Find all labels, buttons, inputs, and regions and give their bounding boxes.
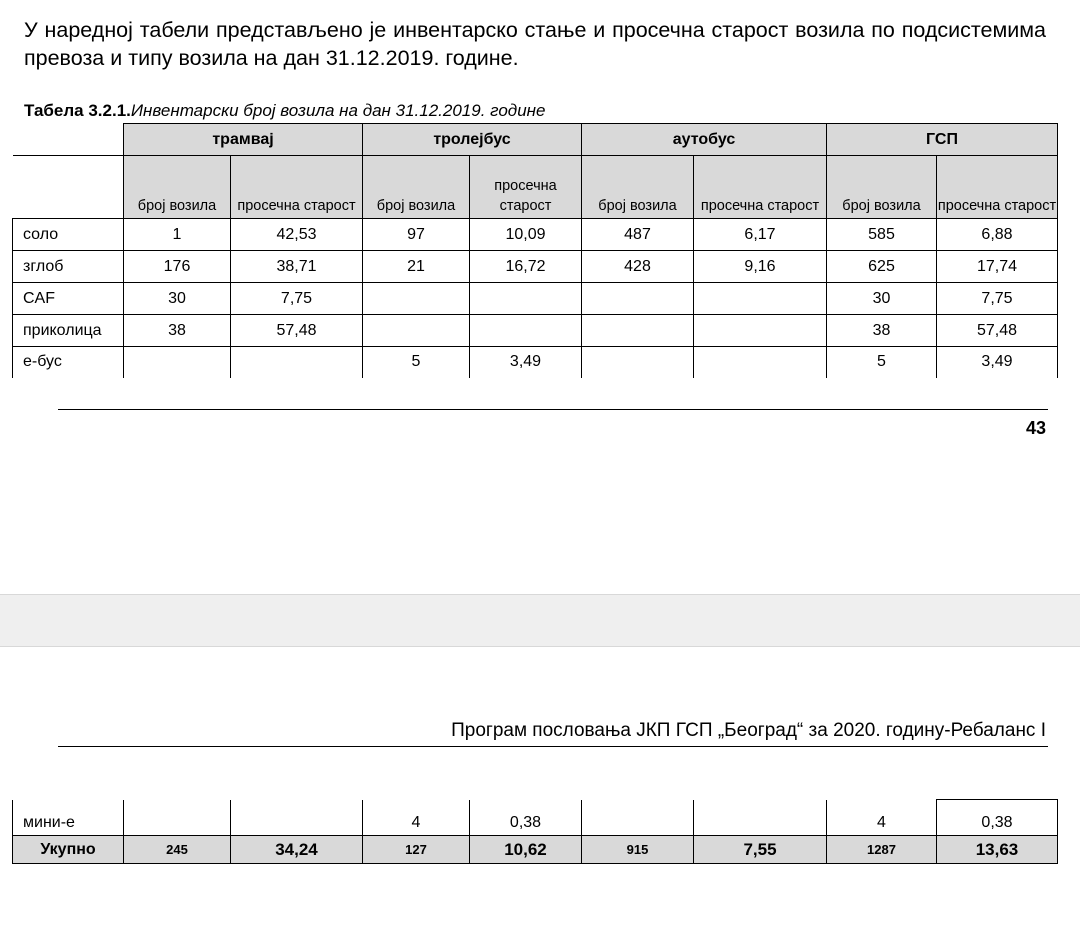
table-cell: 42,53 [231,219,363,251]
table-cell: 585 [827,219,937,251]
table-cell: 176 [124,251,231,283]
table-cell: 57,48 [937,315,1058,347]
subheader-count: број возила [827,156,937,219]
table-cell: 4 [827,800,937,836]
row-label: е-бус [13,347,124,378]
row-label: CAF [13,283,124,315]
table-cell [231,800,363,836]
subheader-age: просечна старост [694,156,827,219]
table-cell [124,347,231,378]
row-label: соло [13,219,124,251]
group-header: аутобус [582,124,827,156]
total-cell: 7,55 [694,836,827,864]
table-cell: 21 [363,251,470,283]
table-cell: 6,17 [694,219,827,251]
table-cell: 7,75 [937,283,1058,315]
table-cell: 5 [363,347,470,378]
row-label: мини-е [13,800,124,836]
table-cell [470,283,582,315]
table-cell [363,283,470,315]
table-cell: 97 [363,219,470,251]
total-cell: 245 [124,836,231,864]
table-row [13,315,1058,347]
table-cell [582,315,694,347]
corner-cell [13,156,124,219]
subheader-count: број возила [124,156,231,219]
table-cell: 5 [827,347,937,378]
table-cell [694,315,827,347]
page-gap [0,594,1080,647]
table-row [13,251,1058,283]
total-label: Укупно [13,836,124,864]
table-cell [363,315,470,347]
table-row [13,283,1058,315]
row-label: приколица [13,315,124,347]
table-cell: 38 [827,315,937,347]
table-row [13,347,1058,378]
total-row [13,836,1058,864]
table-cell: 17,74 [937,251,1058,283]
table-cell: 0,38 [937,800,1058,836]
table-cell: 0,38 [470,800,582,836]
group-header: тролејбус [363,124,582,156]
table-cell: 9,16 [694,251,827,283]
total-cell: 13,63 [937,836,1058,864]
caption-title: Инвентарски број возила на дан 31.12.2019. године [130,101,546,120]
table-cell: 38 [124,315,231,347]
intro-paragraph: У наредној табели представљено је инвентарско стање и просечна старост возила по подсистемима превоза и типу возила на дан 31.12.2019. године. [24,18,1046,70]
subheader-age: просечна старост [470,156,582,219]
table-row [13,800,1058,836]
running-header: Програм пословања ЈКП ГСП „Београд“ за 2020. годину-Ребаланс I [451,720,1046,741]
group-header: ГСП [827,124,1058,156]
total-cell: 10,62 [470,836,582,864]
table-cell: 4 [363,800,470,836]
table-cell: 57,48 [231,315,363,347]
table-cell: 1 [124,219,231,251]
table-cell: 487 [582,219,694,251]
table-cell [124,800,231,836]
group-header: трамвај [124,124,363,156]
subheader-age: просечна старост [937,156,1058,219]
table-cell: 16,72 [470,251,582,283]
table-cell [694,347,827,378]
table-cell [582,800,694,836]
inventory-table-continued [12,799,1058,864]
caption-number: Табела 3.2.1. [24,101,131,120]
row-label: зглоб [13,251,124,283]
total-cell: 127 [363,836,470,864]
subheader-count: број возила [582,156,694,219]
page-number: 43 [1025,418,1046,438]
corner-cell [13,124,124,156]
table-cell: 428 [582,251,694,283]
table-cell [231,347,363,378]
table-cell: 38,71 [231,251,363,283]
table-row [13,219,1058,251]
inventory-table [12,123,1058,378]
table-cell: 625 [827,251,937,283]
total-cell: 915 [582,836,694,864]
subheader-count: број возила [363,156,470,219]
table-cell: 30 [124,283,231,315]
subheader-age: просечна старост [231,156,363,219]
header-rule [58,746,1048,747]
table-cell: 6,88 [937,219,1058,251]
total-cell: 34,24 [231,836,363,864]
table-cell [582,283,694,315]
table-cell: 10,09 [470,219,582,251]
table-caption [24,101,545,121]
table-cell: 7,75 [231,283,363,315]
footer-rule [58,409,1048,410]
table-cell [470,315,582,347]
table-cell [582,347,694,378]
table-cell: 30 [827,283,937,315]
table-cell: 3,49 [470,347,582,378]
table-cell [694,283,827,315]
total-cell: 1287 [827,836,937,864]
table-cell [694,800,827,836]
table-cell: 3,49 [937,347,1058,378]
